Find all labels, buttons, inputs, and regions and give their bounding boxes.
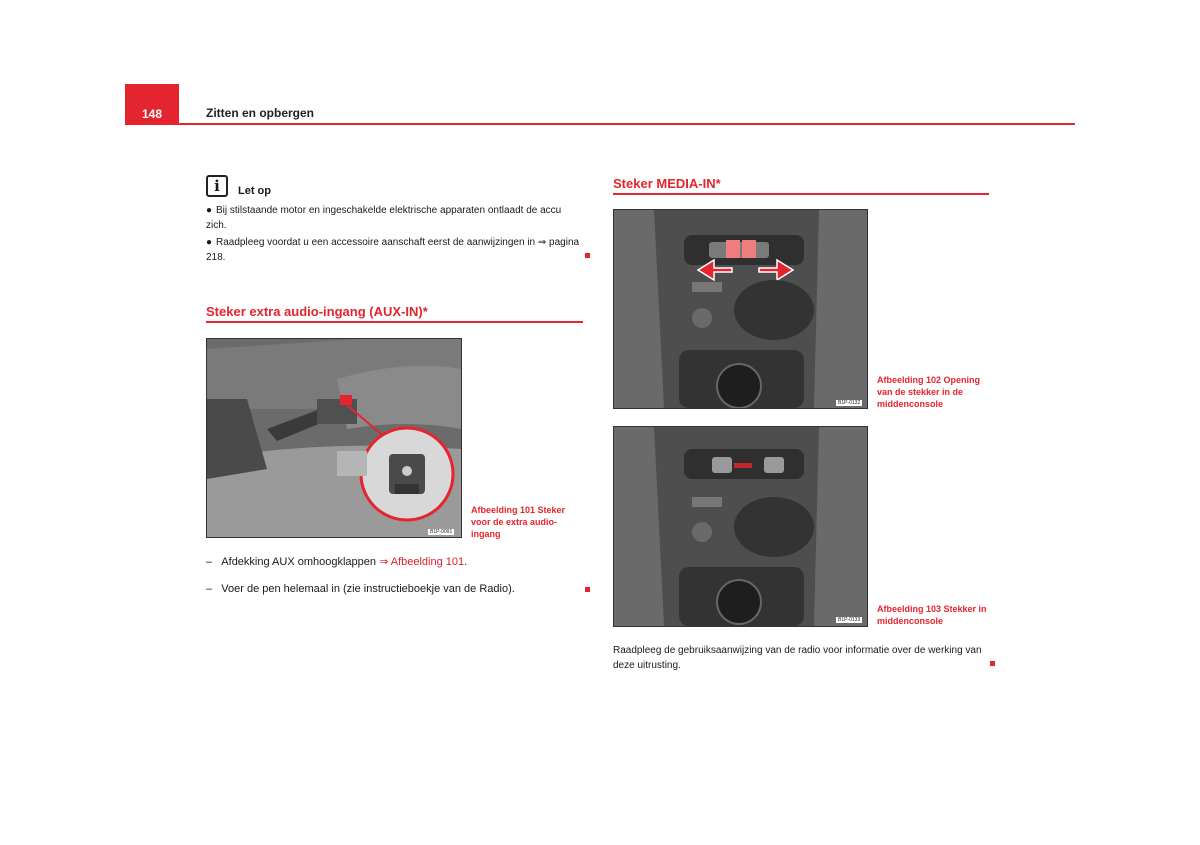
section-rule <box>206 321 583 323</box>
section-end-marker <box>990 661 995 666</box>
bullet-icon: ● <box>206 237 213 248</box>
figure-103-caption: Afbeelding 103 Stekker in middenconsole <box>877 604 987 626</box>
chapter-title: Zitten en opbergen <box>206 106 314 120</box>
figure-code: B1P-0132 <box>838 400 861 406</box>
section-heading-media-in: Steker MEDIA-IN* <box>613 176 721 191</box>
list-item: – Afdekking AUX omhoogklappen ⇒ Afbeelding 101. <box>206 556 468 568</box>
figure-101-aux-socket <box>206 338 462 538</box>
section-end-marker <box>585 253 590 258</box>
figure-101-caption: Afbeelding 101 Steker voor de extra audio-ingang <box>471 505 566 539</box>
note-title: Let op <box>238 185 271 197</box>
figure-link[interactable]: ⇒ Afbeelding 101 <box>379 556 465 568</box>
info-icon: i <box>206 175 228 197</box>
header-rule <box>125 123 1075 125</box>
figure-code: B1P-0091 <box>430 529 453 535</box>
figure-102-media-in-opening <box>613 209 868 409</box>
page-number: 148 <box>141 107 163 121</box>
list-item: – Voer de pen helemaal in (zie instructieboekje van de Radio). <box>206 583 515 595</box>
section-rule <box>613 193 989 195</box>
section-heading-aux: Steker extra audio-ingang (AUX-IN)* <box>206 304 428 319</box>
figure-103-media-in-connector <box>613 426 868 627</box>
note-item: ● Raadpleeg voordat u een accessoire aanschaft eerst de aanwijzingen in ⇒ pagina 218. <box>206 237 580 263</box>
media-in-body-text: Raadpleeg de gebruiksaanwijzing van de radio voor informatie over de werking van deze uitrusting. <box>613 645 982 671</box>
figure-code: B1P-0133 <box>838 617 861 623</box>
section-end-marker <box>585 587 590 592</box>
bullet-icon: ● <box>206 205 213 216</box>
figure-102-caption: Afbeelding 102 Opening van de stekker in de middenconsole <box>877 375 981 409</box>
note-item: ● Bij stilstaande motor en ingeschakelde elektrische apparaten ontlaadt de accu zich. <box>206 205 562 231</box>
